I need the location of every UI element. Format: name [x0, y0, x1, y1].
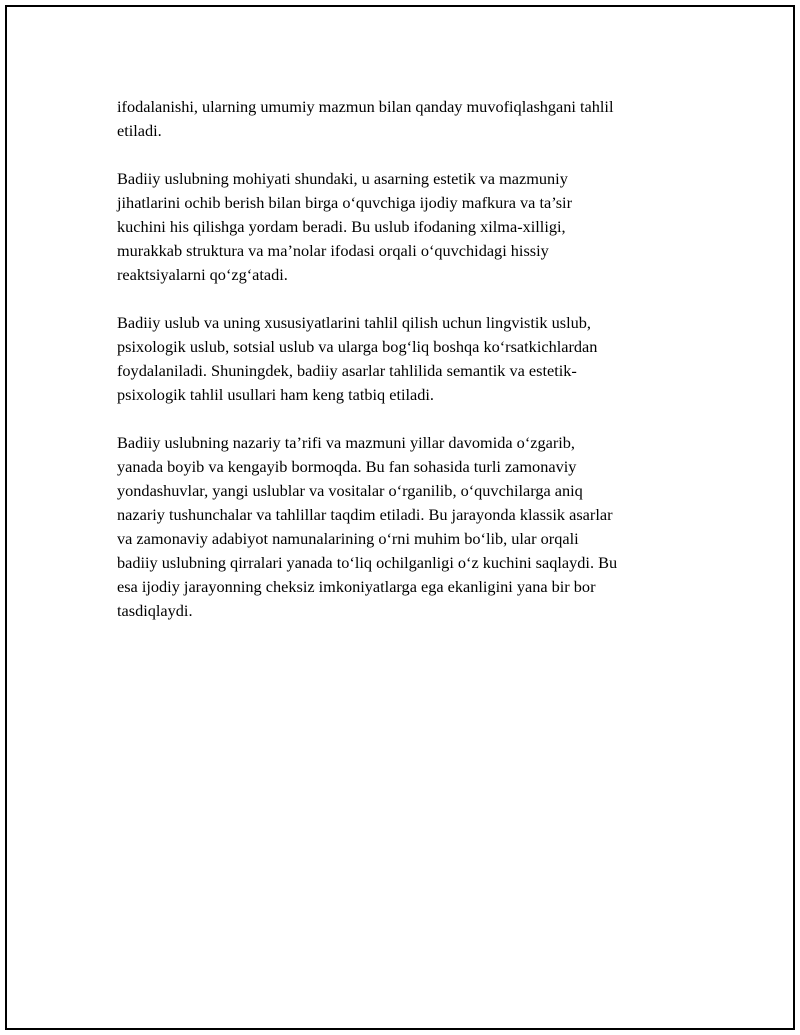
paragraph-4: Badiiy uslubning nazariy ta’rifi va mazmuni yillar davomida o‘zgarib, yanada boyib va kengayib bormoqda. Bu fan sohasida turli zamonaviy yondashuvlar, yangi uslublar va vositalar o‘rganilib, o‘quvchilarga aniq nazariy tushunchalar va tahlillar taqdim etiladi. Bu jarayonda klassik asarlar va zamonaviy adabiyot namunalarining o‘rni muhim bo‘lib, ular orqali badiiy uslubning qirralari yanada to‘liq ochilganligi o‘z kuchini saqlaydi. Bu esa ijodiy jarayonning cheksiz imkoniyatlarga ega ekanligini yana bir bor tasdiqlaydi. — [117, 433, 618, 620]
document-body — [117, 95, 692, 647]
paragraph-1: ifodalanishi, ularning umumiy mazmun bilan qanday muvofiqlashgani tahlil etiladi. — [117, 97, 614, 140]
paragraph-2: Badiiy uslubning mohiyati shundaki, u asarning estetik va mazmuniy jihatlarini ochib berish bilan birga o‘quvchiga ijodiy mafkura va ta’sir kuchini his qilishga yordam beradi. Bu uslub ifodaning xilma-xilligi, murakkab struktura va ma’nolar ifodasi orqali o‘quvchidagi hissiy reaktsiyalarni qo‘zg‘atadi. — [117, 169, 572, 284]
paragraph-3: Badiiy uslub va uning xususiyatlarini tahlil qilish uchun lingvistik uslub, psixologik uslub, sotsial uslub va ularga bog‘liq boshqa ko‘rsatkichlardan foydalaniladi. Shuningdek, badiiy asarlar tahlilida semantik va estetik- psixologik tahlil usullari ham keng tatbiq etiladi. — [117, 313, 598, 404]
